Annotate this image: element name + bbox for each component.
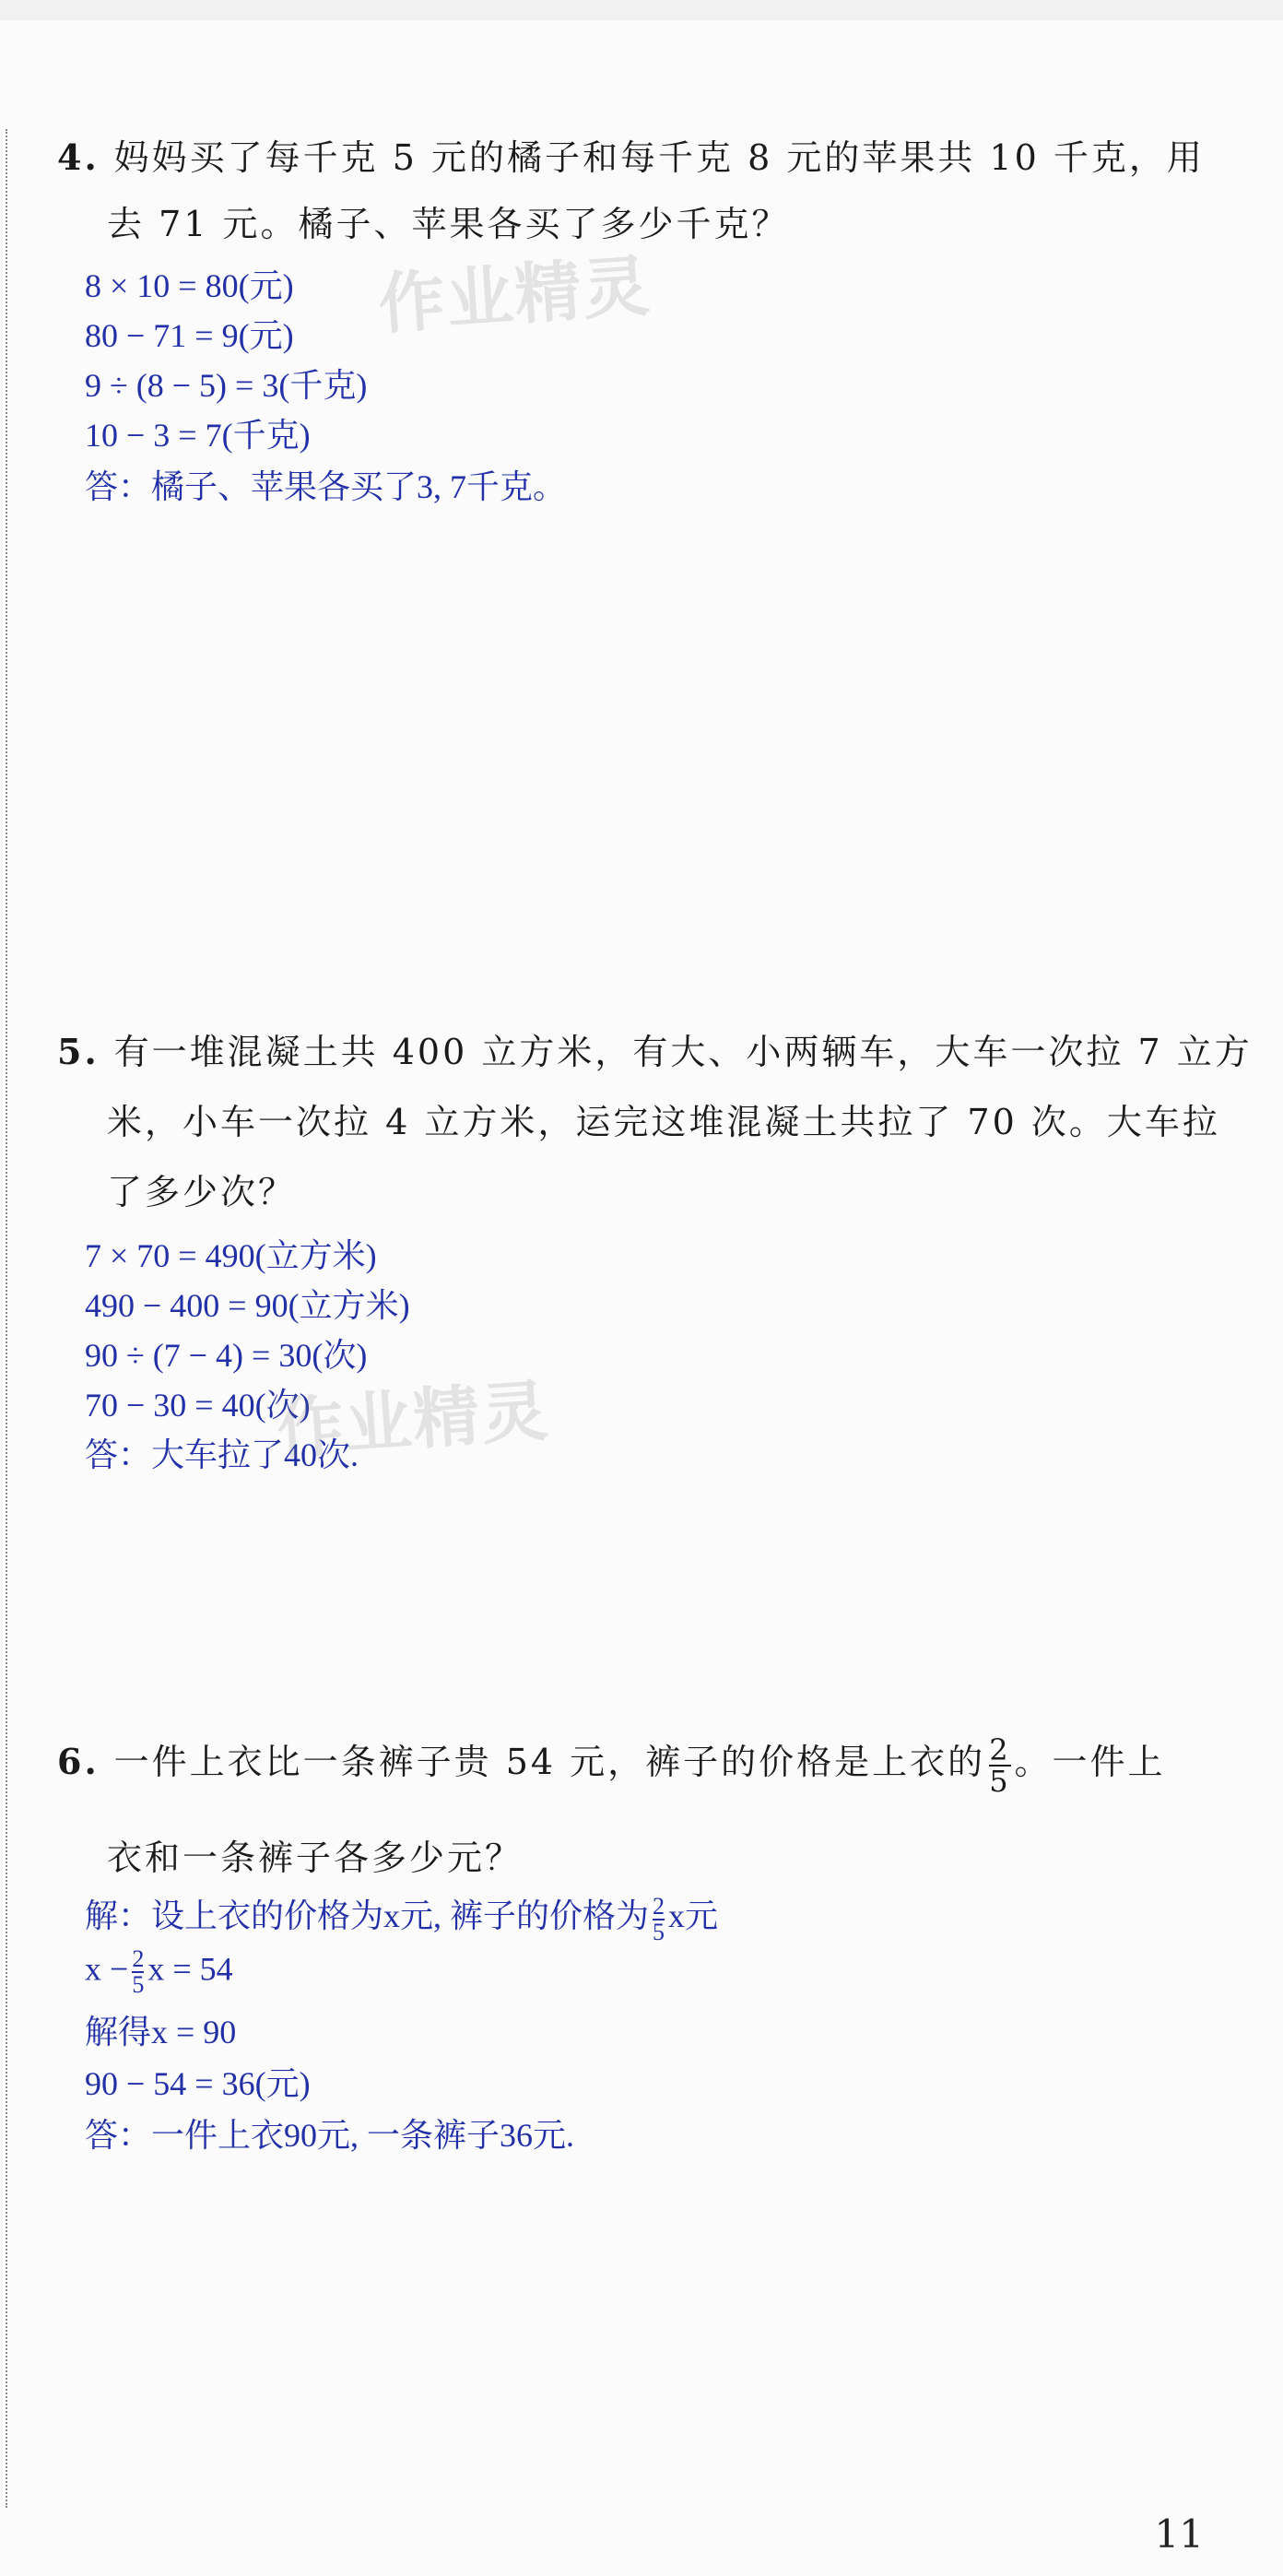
answer-5-line-3: 90 ÷ (7 − 4) = 30(次) [85, 1337, 368, 1374]
answer-6-line-4: 90 − 54 = 36(元) [85, 2065, 311, 2102]
fraction-denominator: 5 [653, 1918, 665, 1945]
answer-5-line-5: 答：大车拉了40次. [85, 1436, 359, 1473]
question-text: 一件上衣比一条裤子贵 54 元，裤子的价格是上衣的 [113, 1742, 986, 1782]
question-text: 有一堆混凝土共 400 立方米，有大、小两辆车，大车一次拉 7 立方 [113, 1032, 1253, 1072]
answer-4-line-4: 10 − 3 = 7(千克) [85, 417, 311, 454]
question-6-line-1 [57, 1731, 1166, 1799]
top-strip [0, 0, 1283, 20]
answer-4-line-3: 9 ÷ (8 − 5) = 3(千克) [85, 367, 368, 404]
question-number: 4. [57, 136, 100, 178]
answer-4-line-1: 8 × 10 = 80(元) [85, 267, 294, 304]
answer-6-line-3: 解得x = 90 [85, 2014, 237, 2050]
answer-text: x = 54 [147, 1950, 233, 1988]
answer-5-line-1: 7 × 70 = 490(立方米) [85, 1237, 377, 1274]
question-6-line-2: 衣和一条裤子各多少元？ [107, 1837, 524, 1878]
answer-6-line-5: 答：一件上衣90元, 一条裤子36元. [85, 2117, 575, 2154]
fraction-denominator: 5 [989, 1763, 1011, 1799]
answer-4-line-2: 80 − 71 = 9(元) [85, 317, 294, 354]
fraction-numerator: 2 [653, 1892, 665, 1920]
answer-text: x元 [668, 1897, 719, 1934]
fraction-denominator: 5 [132, 1971, 145, 1998]
fraction [653, 1892, 665, 1945]
answer-5-line-4: 70 − 30 = 40(次) [85, 1387, 311, 1424]
answer-text: 解：设上衣的价格为x元, 裤子的价格为 [85, 1897, 650, 1934]
answer-6-line-1 [85, 1890, 718, 1944]
answer-4-line-5: 答：橘子、苹果各买了3, 7千克。 [85, 468, 567, 505]
question-4-line-2: 去 71 元。橘子、苹果各买了多少千克？ [107, 204, 790, 244]
question-5-line-3: 了多少次？ [107, 1172, 297, 1212]
page-number: 11 [1154, 2511, 1204, 2557]
answer-text: x − [85, 1950, 129, 1988]
question-4-line-1 [57, 129, 1205, 180]
question-5-line-1 [57, 1023, 1253, 1074]
fraction [989, 1731, 1011, 1799]
question-5-line-2: 米，小车一次拉 4 立方米，运完这堆混凝土共拉了 70 次。大车拉 [107, 1102, 1220, 1142]
fraction-numerator: 2 [989, 1731, 1011, 1767]
question-text: 。一件上 [1014, 1742, 1166, 1782]
answer-5-line-2: 490 − 400 = 90(立方米) [85, 1287, 410, 1324]
watermark: 作业精灵 [375, 246, 654, 344]
binding-dotted-line [6, 129, 7, 2508]
answer-6-line-2 [85, 1947, 233, 1997]
question-number: 6. [57, 1741, 100, 1782]
fraction-numerator: 2 [132, 1945, 145, 1972]
watermark: 作业精灵 [274, 1371, 553, 1469]
question-text: 妈妈买了每千克 5 元的橘子和每千克 8 元的苹果共 10 千克，用 [113, 137, 1205, 178]
question-number: 5. [57, 1031, 100, 1072]
fraction [132, 1947, 144, 1997]
